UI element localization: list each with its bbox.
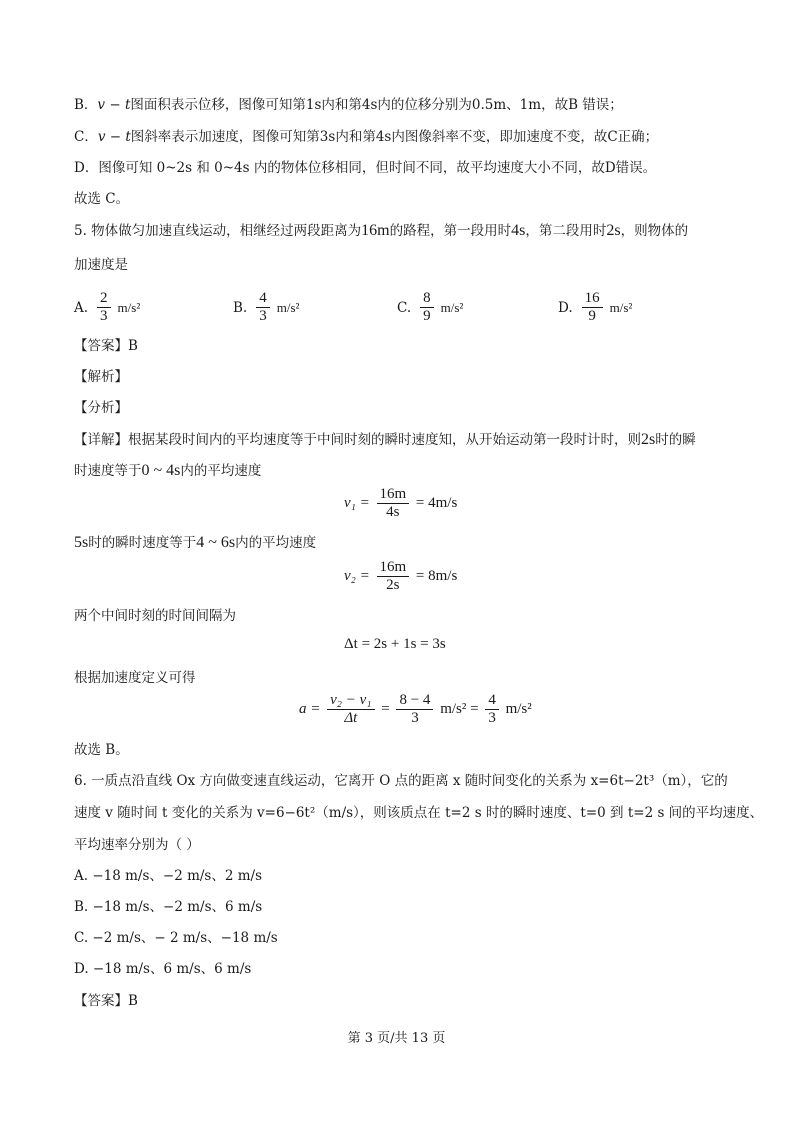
option-label: B. [233, 299, 248, 316]
option-d-analysis: D．图像可知 0~2s 和 0~4s 内的物体位移相同，但时间不同，故平均速度大小不同，故D错误。 [74, 160, 657, 176]
eq-fraction-3 [485, 692, 499, 727]
answer-choice-2: 故选 B。 [74, 742, 129, 758]
numerator: 8 [420, 290, 434, 308]
denominator: 3 [488, 710, 496, 726]
answer-label: 【答案】B [74, 338, 138, 354]
denominator: 3 [411, 710, 419, 726]
q6-option-b: B. −18 m/s、−2 m/s、6 m/s [74, 899, 263, 915]
q6-option-c: C. −2 m/s、− 2 m/s、−18 m/s [74, 930, 278, 946]
detail-range-2: 4 ~ 6s [196, 534, 236, 551]
eq-fraction [377, 486, 410, 521]
numerator: v₂ − v₁ [327, 692, 374, 710]
equation-dt: Δt = 2s + 1s = 3s [344, 636, 446, 652]
q5-text-1: 5. 物体做匀加速直线运动，相继经过两段距离为 [74, 223, 362, 239]
denominator: Δt [344, 710, 358, 726]
eq-mid: m/s² = [440, 700, 479, 717]
q6-option-a: A. −18 m/s、−2 m/s、2 m/s [74, 868, 263, 884]
option-b-label: B． [74, 97, 98, 113]
eq-fraction [377, 559, 410, 594]
option-c-text: 图斜率表示加速度，图像可知第3s内和第4s内图像斜率不变，即加速度不变，故C正确； [130, 129, 659, 145]
detail-line-1 [74, 431, 696, 449]
eq-rhs: = 4m/s [415, 494, 458, 511]
eq-rhs: = 8m/s [415, 567, 458, 584]
option-c-label: C． [74, 129, 98, 145]
eq-fraction-1 [327, 692, 374, 727]
page-footer: 第 3 页/共 13 页 [347, 1031, 446, 1046]
q5-time-2: 2s [606, 222, 621, 239]
numerator: 16m [377, 486, 410, 504]
numerator: 4 [485, 692, 499, 710]
detail-time: 2s [641, 431, 656, 448]
numerator: 4 [256, 290, 270, 308]
numerator: 8 − 4 [396, 692, 433, 710]
option-unit: m/s² [440, 299, 464, 315]
question-6-line-1: 6. 一质点沿直线 Ox 方向做变速直线运动，它离开 O 点的距离 x 随时间变化的关系为 x=6t−2t³（m），它的 [74, 773, 728, 789]
q5-option-d [558, 290, 632, 325]
interval-text: 两个中间时刻的时间间隔为 [74, 608, 236, 624]
detail-text-3: 时速度等于 [74, 463, 142, 479]
question-5-line-1 [74, 222, 688, 240]
eq-lhs: a = [299, 700, 321, 717]
denominator: 4s [386, 504, 400, 520]
option-b-text: 图面积表示位移，图像可知第1s内和第4s内的位移分别为0.5m、1m，故B 错误； [130, 97, 623, 113]
option-fraction [97, 290, 111, 325]
detail-text-6: 内的平均速度 [235, 535, 317, 551]
option-unit: m/s² [609, 299, 633, 315]
detail-text-1: 【详解】根据某段时间内的平均速度等于中间时刻的瞬时速度知，从开始运动第一段时计时，则 [74, 432, 641, 448]
option-unit: m/s² [276, 299, 300, 315]
answer-choice-1: 故选 C。 [74, 191, 130, 207]
eq-equals: = [381, 700, 390, 717]
q5-option-a [74, 290, 140, 325]
option-fraction [582, 290, 603, 325]
detail-text-2: 时的瞬 [655, 432, 696, 448]
fenxi-label: 【分析】 [74, 400, 128, 416]
definition-text: 根据加速度定义可得 [74, 670, 196, 686]
q5-option-b [233, 290, 299, 325]
detail-text-4: 内的平均速度 [180, 463, 262, 479]
denominator: 3 [259, 308, 267, 324]
analysis-label: 【解析】 [74, 369, 128, 385]
option-fraction [256, 290, 270, 325]
numerator: 16m [377, 559, 410, 577]
denominator: 2s [386, 577, 400, 593]
denominator: 9 [423, 308, 431, 324]
q6-option-d: D. −18 m/s、6 m/s、6 m/s [74, 961, 252, 977]
q5-option-c [397, 290, 463, 325]
answer-label-6: 【答案】B [74, 993, 138, 1009]
vt-symbol: v − t [97, 129, 131, 145]
vt-symbol: v − t [97, 97, 131, 113]
detail-line-3 [74, 534, 316, 552]
option-label: A. [74, 299, 89, 316]
detail-time-5s: 5s [74, 534, 89, 551]
q5-time-1: 4s [511, 222, 526, 239]
equation-v1 [344, 486, 457, 521]
question-6-line-3: 平均速率分别为（ ） [74, 837, 200, 853]
option-label: C. [397, 299, 412, 316]
option-label: D. [558, 299, 573, 316]
denominator: 9 [588, 308, 596, 324]
q5-text-2: 的路程，第一段用时 [389, 223, 512, 239]
q5-text-4: ，则物体的 [620, 223, 689, 239]
numerator: 16 [582, 290, 603, 308]
equation-a [299, 692, 532, 727]
detail-text-5: 时的瞬时速度等于 [88, 535, 197, 551]
detail-range: 0 ~ 4s [141, 462, 181, 479]
question-6-line-2: 速度 v 随时间 t 变化的关系为 v=6−6t²（m/s），则该质点在 t=2 s 时的瞬时速度、t=0 到 t=2 s 间的平均速度、 [74, 805, 764, 821]
option-b-analysis [74, 96, 623, 114]
q5-distance: 16m [361, 222, 390, 239]
q5-text-3: ，第二段用时 [525, 223, 607, 239]
denominator: 3 [100, 308, 108, 324]
option-c-analysis [74, 128, 658, 146]
numerator: 2 [97, 290, 111, 308]
option-unit: m/s² [117, 299, 141, 315]
detail-line-2 [74, 462, 261, 480]
equation-v2 [344, 559, 457, 594]
eq-lhs: v₂ = [344, 567, 370, 584]
question-5-line-2: 加速度是 [74, 257, 128, 273]
eq-lhs: v₁ = [344, 494, 370, 511]
eq-rhs: m/s² [505, 700, 532, 717]
option-fraction [420, 290, 434, 325]
eq-fraction-2 [396, 692, 433, 727]
